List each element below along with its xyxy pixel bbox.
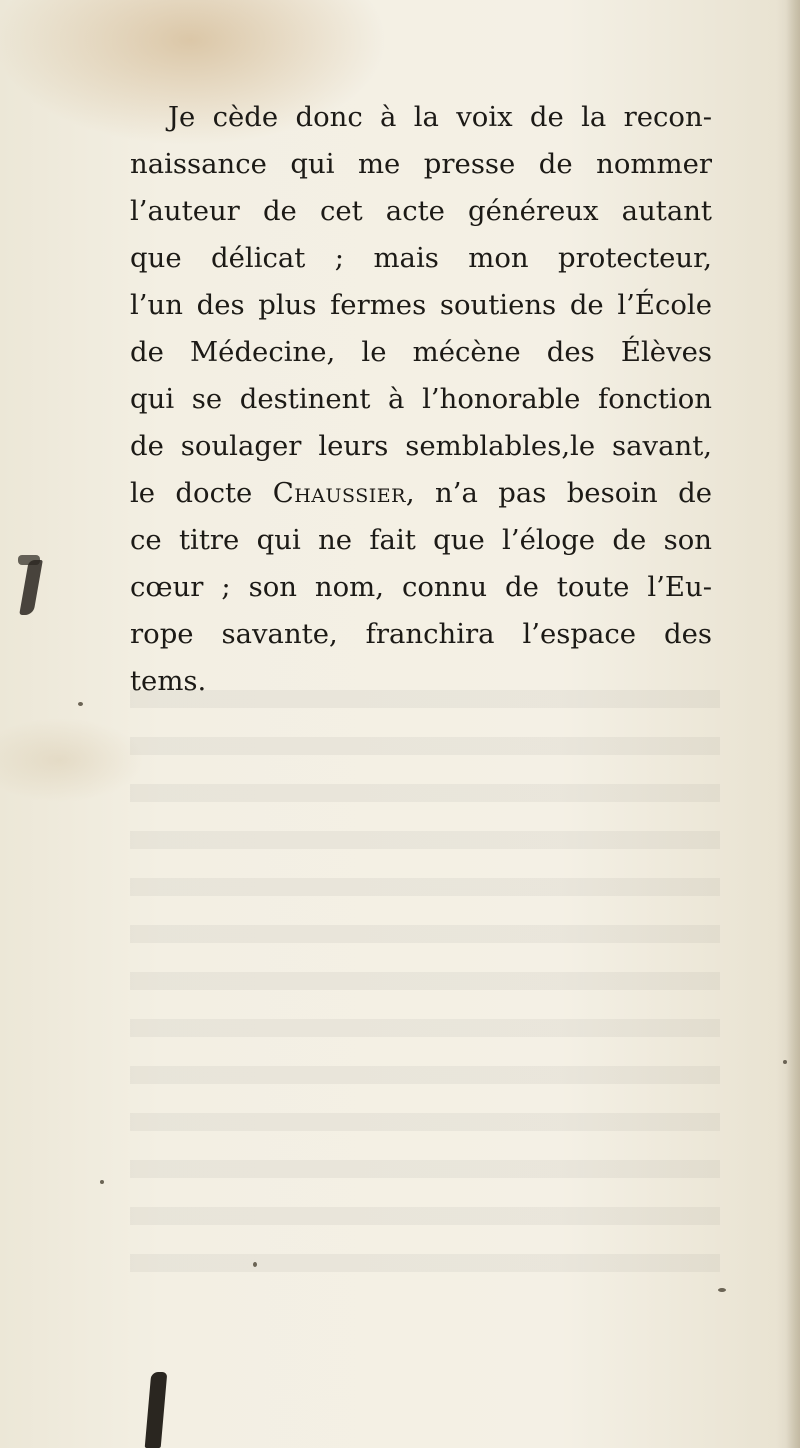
text-line: [130, 658, 712, 705]
text-line: [130, 329, 712, 376]
text-line: [130, 470, 712, 517]
text-segment: ce titre qui ne fait que l’éloge de son: [130, 524, 712, 556]
paper-speck: [78, 702, 83, 706]
text-segment: l’auteur de cet acte généreux autant: [130, 195, 712, 227]
text-segment: Je cède donc à la voix de la recon-: [168, 101, 712, 133]
text-line: [130, 235, 712, 282]
text-segment: que délicat ; mais mon protecteur,: [130, 242, 712, 274]
paper-speck: [253, 1262, 257, 1267]
text-segment: cœur ; son nom, connu de toute l’Eu-: [130, 571, 712, 603]
text-segment: rope savante, franchira l’espace des: [130, 618, 712, 650]
text-segment: , n’a pas besoin de: [405, 477, 712, 509]
text-line: [130, 282, 712, 329]
text-segment: de soulager leurs semblables,le savant,: [130, 430, 712, 462]
text-line: [130, 141, 712, 188]
text-line: [130, 611, 712, 658]
text-line: [130, 376, 712, 423]
text-segment: le docte: [130, 477, 273, 509]
text-line: [130, 423, 712, 470]
text-segment: l’un des plus fermes soutiens de l’École: [130, 289, 712, 321]
text-line: [130, 94, 712, 141]
text-segment: tems.: [130, 665, 207, 697]
text-line: [130, 564, 712, 611]
ink-blot: [145, 1372, 168, 1448]
text-line: [130, 517, 712, 564]
paper-speck: [718, 1288, 726, 1292]
page-edge-shadow: [786, 0, 800, 1448]
text-segment: naissance qui me presse de nommer: [130, 148, 712, 180]
show-through-text: [130, 690, 720, 1290]
body-text: [130, 94, 712, 705]
paper-speck: [783, 1060, 787, 1064]
paper-speck: [100, 1180, 104, 1184]
text-segment: qui se destinent à l’honorable fonction: [130, 383, 712, 415]
author-name: Chaussier: [272, 477, 406, 509]
ink-blot: [19, 560, 43, 615]
text-segment: de Médecine, le mécène des Élèves: [130, 336, 712, 368]
text-line: [130, 188, 712, 235]
